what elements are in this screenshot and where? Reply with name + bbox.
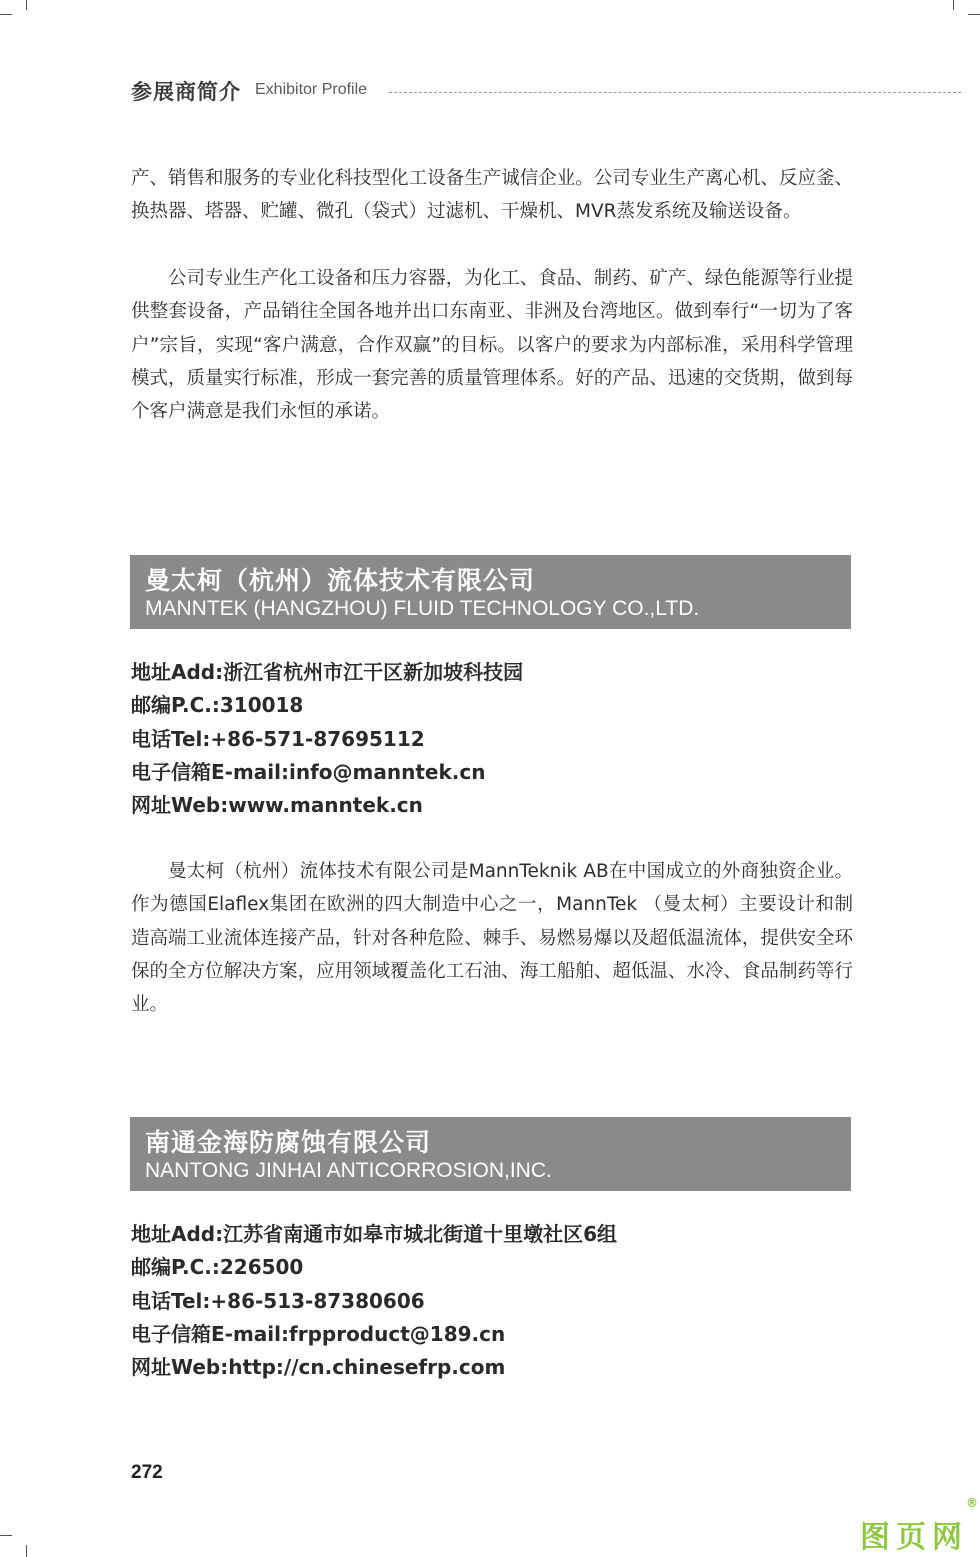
- registered-mark: ®: [966, 1496, 978, 1510]
- company-description-manntek: 曼太柯（杭州）流体技术有限公司是MannTeknik AB在中国成立的外商独资企业。作为德国Elaflex集团在欧洲的四大制造中心之一，MannTek （曼太柯）主要设计和制造高端工业流体连接产品，针对各种危险、棘手、易燃易爆以及超低温流体，提供安全环保的全方位解决方案，应用领域覆盖化工石油、海工船舶、超低温、水冷、食品制药等行业。: [131, 861, 853, 1016]
- intro-paragraph-2: 公司专业生产化工设备和压力容器，为化工、食品、制药、矿产、绿色能源等行业提供整套设备，产品销往全国各地并出口东南亚、非洲及台湾地区。做到奉行“一切为了客户”宗旨，实现“客户满意，合作双赢”的目标。以客户的要求为内部标准，采用科学管理模式，质量实行标准，形成一套完善的质量管理体系。好的产品、迅速的交货期，做到每个客户满意是我们永恒的承诺。: [131, 268, 853, 423]
- contact-address: 地址Add:浙江省杭州市江干区新加坡科技园: [131, 660, 524, 684]
- contact-web: 网址Web:http://cn.chinesefrp.com: [131, 1355, 506, 1380]
- contact-block-manntek: [131, 656, 523, 822]
- contact-email: 电子信箱E-mail:frpproduct@189.cn: [131, 1321, 506, 1346]
- contact-email: 电子信箱E-mail:info@manntek.cn: [131, 759, 486, 784]
- crop-mark: [953, 0, 954, 10]
- contact-block-jinhai: [131, 1218, 617, 1384]
- header-rule: [389, 92, 961, 93]
- company-name-en: MANNTEK (HANGZHOU) FLUID TECHNOLOGY CO.,LTD.: [145, 597, 700, 620]
- contact-postcode: 邮编P.C.:310018: [131, 693, 304, 718]
- company-banner-jinhai: [130, 1117, 851, 1191]
- company-name-zh: 南通金海防腐蚀有限公司: [145, 1128, 432, 1157]
- contact-postcode: 邮编P.C.:226500: [131, 1255, 304, 1280]
- contact-tel: 电话Tel:+86-513-87380606: [131, 1288, 425, 1313]
- watermark-logo: [860, 1496, 978, 1556]
- crop-mark: [0, 14, 12, 15]
- company-name-en: NANTONG JINHAI ANTICORROSION,INC.: [145, 1159, 552, 1182]
- crop-mark: [968, 14, 980, 15]
- company-banner-manntek: [130, 555, 851, 629]
- watermark-text: 图页网: [860, 1520, 968, 1555]
- page-number: 272: [131, 1462, 163, 1483]
- intro-paragraph-1: 产、销售和服务的专业化科技型化工设备生产诚信企业。公司专业生产离心机、反应釜、换热器、塔器、贮罐、微孔（袋式）过滤机、干燥机、MVR蒸发系统及输送设备。: [131, 168, 853, 223]
- contact-web: 网址Web:www.manntek.cn: [131, 793, 423, 818]
- crop-mark: [26, 1545, 27, 1557]
- crop-mark: [0, 1535, 12, 1536]
- page-header: [131, 76, 961, 106]
- crop-mark: [26, 0, 27, 10]
- header-title-en: Exhibitor Profile: [255, 81, 368, 98]
- contact-address: 地址Add:江苏省南通市如皋市城北街道十里墩社区6组: [131, 1222, 618, 1246]
- company-name-zh: 曼太柯（杭州）流体技术有限公司: [145, 566, 536, 595]
- header-title-zh: 参展商简介: [131, 80, 241, 104]
- contact-tel: 电话Tel:+86-571-87695112: [131, 726, 425, 751]
